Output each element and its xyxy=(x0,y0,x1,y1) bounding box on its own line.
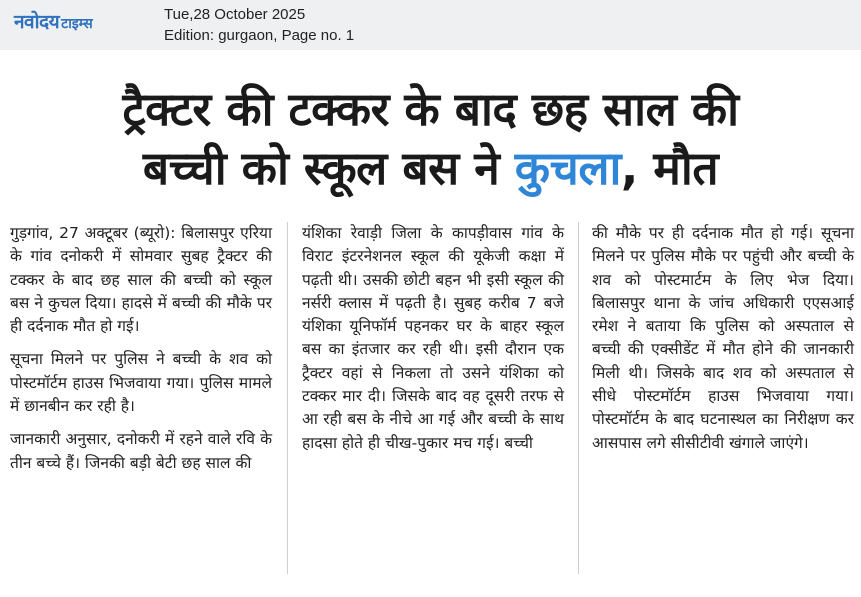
headline-line-2-end: , मौत xyxy=(620,141,719,195)
paragraph: सूचना मिलने पर पुलिस ने बच्ची के शव को पोस्टमॉर्टम हाउस भिजवाया गया। पुलिस मामले में छानबीन कर रही है। xyxy=(10,350,272,416)
article-column-3 xyxy=(592,222,854,455)
edition-page: Edition: gurgaon, Page no. 1 xyxy=(164,27,355,44)
top-bar xyxy=(0,0,861,50)
headline-line-2-start: बच्ची को स्कूल बस ने xyxy=(142,141,515,195)
edition-info xyxy=(164,4,354,46)
article-headline xyxy=(10,80,851,198)
paragraph: की मौके पर ही दर्दनाक मौत हो गई। सूचना मिलने पर पुलिस मौके पर पहुंची और बच्ची के शव को पोस्टमार्टम के लिए भेज दिया। बिलासपुर थाना के जांच अधिकारी एएसआई रमेश ने बताया कि पुलिस को अस्पताल से बच्ची की एक्सीडेंट में मौत होने की जानकारी मिली थी। जिसके बाद शव को अस्पताल से सीधे पोस्टमॉर्टम हाउस भिजवाया गया। पोस्टमॉर्टम के बाद घटनास्थल का निरीक्षण कर आसपास लगे सीसीटीवी खंगाले जाएंगे। xyxy=(592,224,854,452)
headline-highlight-word: कुचला xyxy=(514,141,621,195)
logo-main-text: नवोदय xyxy=(14,11,60,33)
headline-line-1: ट्रैक्टर की टक्कर के बाद छह साल की xyxy=(122,82,739,136)
logo-sub-text: टाइम्स xyxy=(61,16,93,32)
article-column-1 xyxy=(10,222,272,475)
column-divider xyxy=(287,222,288,574)
paragraph: जानकारी अनुसार, दनोकरी में रहने वाले रवि के तीन बच्चे हैं। जिनकी बड़ी बेटी छह साल की xyxy=(10,430,272,472)
newspaper-logo[interactable] xyxy=(14,8,93,34)
paragraph: यंशिका रेवाड़ी जिला के कापड़ीवास गांव के विराट इंटरनेशनल स्कूल की यूकेजी कक्षा में पढ़ती थी। उसकी छोटी बहन भी इसी स्कूल की नर्सरी क्लास में पढ़ती है। सुबह करीब 7 बजे यंशिका यूनिफॉर्म पहनकर घर के बाहर स्कूल बस का इंतजार कर रही थी। इसी दौरान एक ट्रैक्टर वहां से निकला तो उसने यंशिका को टक्कर मार दी। जिसके बाद वह दूसरी तरफ से आ रही बस के नीचे आ गई और बच्ची के साथ हादसा होते ही चीख-पुकार मच गई। बच्ची xyxy=(302,224,564,452)
column-divider xyxy=(578,222,579,574)
article-column-2 xyxy=(302,222,564,455)
paragraph: गुड़गांव, 27 अक्टूबर (ब्यूरो): बिलासपुर एरिया के गांव दनोकरी में सोमवार सुबह ट्रैक्टर की टक्कर के बाद छह साल की बच्ची को स्कूल बस ने कुचल दिया। हादसे में बच्ची की मौके पर ही दर्दनाक मौत हो गई। xyxy=(10,224,272,336)
issue-date: Tue,28 October 2025 xyxy=(164,6,306,23)
